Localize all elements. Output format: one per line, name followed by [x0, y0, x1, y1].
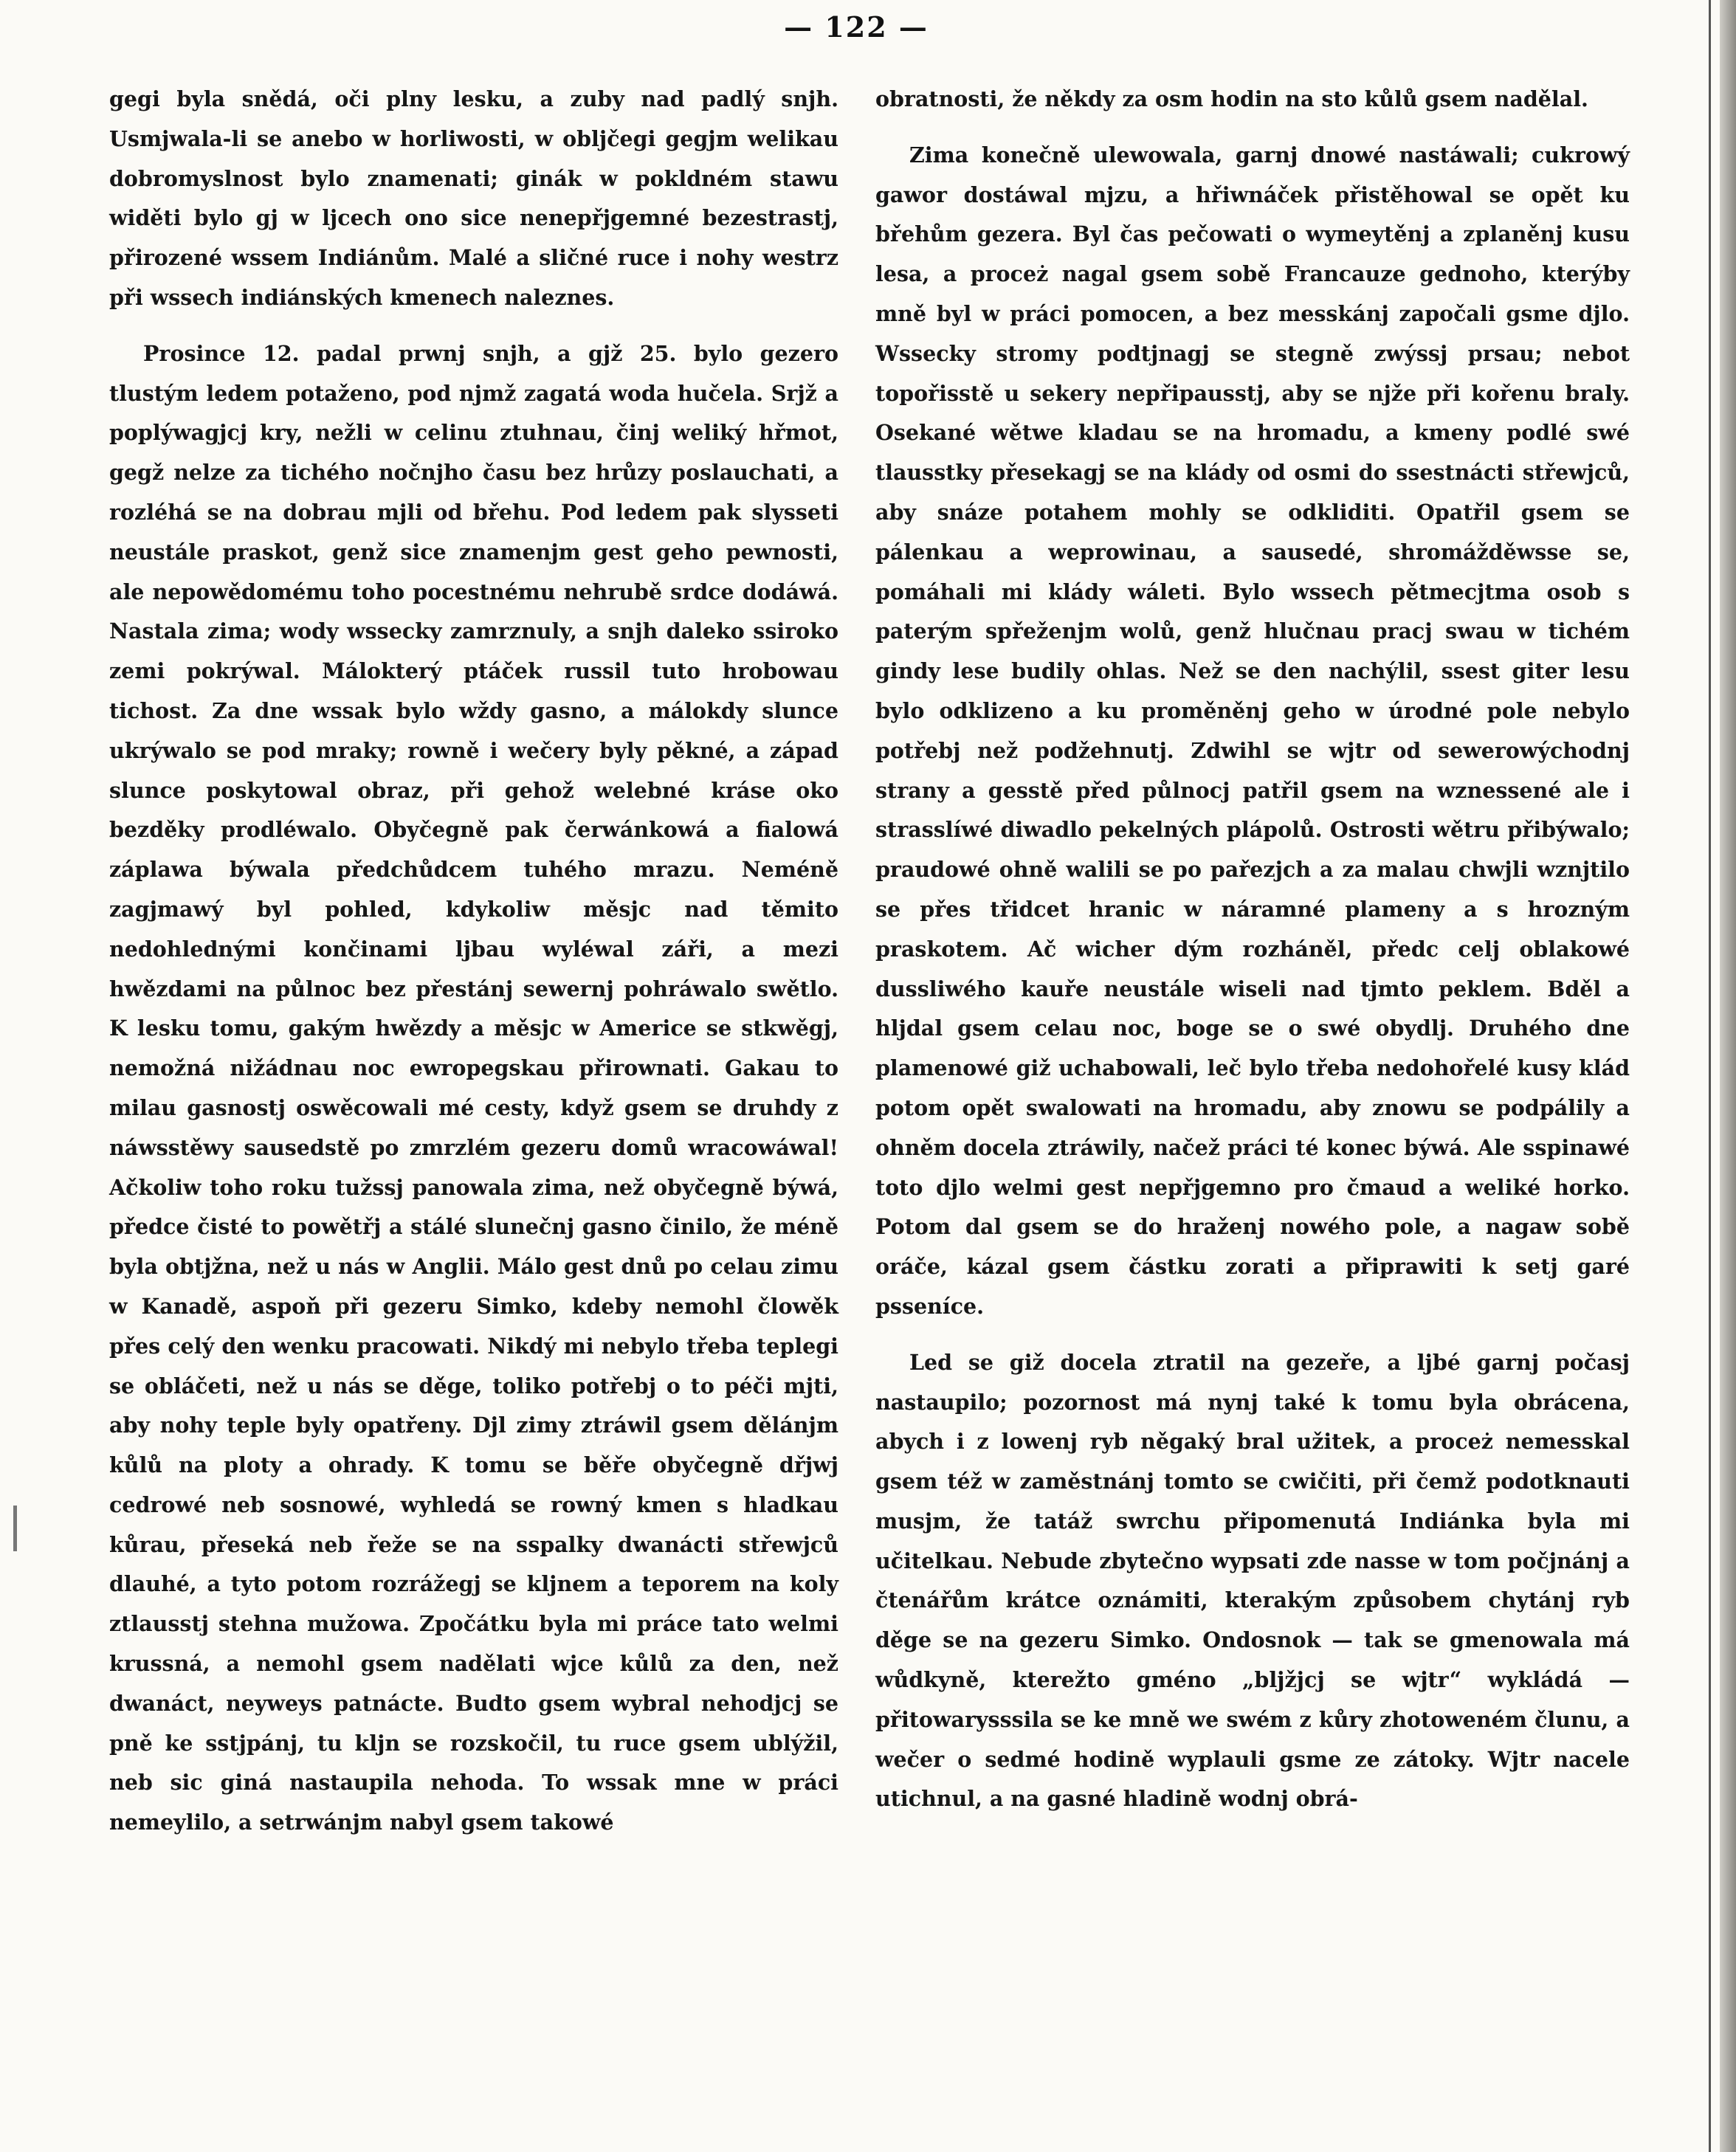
right-column	[875, 80, 1630, 1819]
page-edge-shadow	[1720, 0, 1736, 2152]
page-edge-line	[1709, 0, 1711, 2152]
paragraph: obratnosti, že někdy za osm hodin na sto kůlů gsem nadělal.	[875, 86, 1588, 111]
scan-speck	[13, 1506, 17, 1551]
paragraph: Led se giž docela ztratil na gezeře, a ljbé garnj počasj nastaupilo; pozornost má nynj také k tomu byla obrácena, abych i z lowenj ryb něgaký bral užitek, a proceż nemesskal gsem též w zaměstnánj tomto se cwičiti, při čemž podotknauti musjm, že tatáž swrchu připomenutá Indiánka byla mi učitelkau. Nebude zbytečno wypsati zde nasse w tom počjnánj a čtenářům krátce oznámiti, kterakým způsobem chytánj ryb děge se na gezeru Simko. Ondosnok — tak se gmenowala má wůdkyně, kterežto gméno „bljžjcj se wjtr“ wykládá — přitowarysssila se ke mně we swém z kůry zhotoweném člunu, a wečer o sedmé hodině wyplauli gsme ze zátoky. Wjtr nacele utichnul, a na gasné hladině wodnj obrá-	[875, 1349, 1630, 1812]
paragraph: Prosince 12. padal prwnj snjh, a gjž 25. bylo gezero tlustým ledem potaženo, pod njmž zagatá woda hučela. Srjž a poplýwagjcj kry, nežli w celinu ztuhnau, činj weliký hřmot, gegž nelze za tichého nočnjho času bez hrůzy poslauchati, a rozléhá se na dobrau mjli od břehu. Pod ledem pak slysseti neustále praskot, genž sice znamenjm gest geho pewnosti, ale nepowědomému toho pocestnému nehrubě srdce dodáwá. Nastala zima; wody wssecky zamrznuly, a snjh daleko ssiroko zemi pokrýwal. Málokterý ptáček russil tuto hrobowau tichost. Za dne wssak bylo wždy gasno, a málokdy slunce ukrýwalo se pod mraky; rowně i wečery byly pěkné, a západ slunce poskytowal obraz, při gehož welebné kráse oko bezděky prodléwalo. Obyčegně pak čerwánkowá a fialowá záplawa býwala předchůdcem tuhého mrazu. Neméně zagjmawý byl pohled, kdykoliw měsjc nad těmito nedohlednými končinami ljbau wyléwal záři, a mezi hwězdami na půlnoc bez přestánj sewernj pohráwalo swětlo. K lesku tomu, gakým hwězdy a měsjc w Americe se stkwěgj, nemožná nižádnau noc ewropegskau přirownati. Gakau to milau gasnostj oswěcowali mé cesty, když gsem se druhdy z náwsstěwy sausedstě po zmrzlém gezeru domů wracowáwal! Ačkoliw toho roku tužssj panowala zima, než obyčegně býwá, předce čisté to powětřj a stálé slunečnj gasno činilo, že méně byla obtjžna, než u nás w Anglii. Málo gest dnů po celau zimu w Kanadě, aspoň při gezeru Simko, kdeby nemohl člowěk přes celý den wenku pracowati. Nikdý mi nebylo třeba teplegi se obláčeti, než u nás se děge, toliko potřebj o to péči mjti, aby nohy teple byly opatřeny. Djl zimy ztráwil gsem dělánjm kůlů na ploty a ohrady. K tomu se běře obyčegně dřjwj cedrowé neb sosnowé, wyhledá se rowný kmen s hladkau kůrau, přeseká neb řeže se na sspalky dwanácti střewjců dlauhé, a tyto potom rozrážegj se kljnem a teporem na koly ztlausstj stehna mužowa. Zpočátku byla mi práce tato welmi krussná, a nemohl gsem nadělati wjce kůlů za den, než dwanáct, neyweys patnácte. Budto gsem wybral nehodjcj se pně ke sstjpánj, tu kljn se rozskočil, tu ruce gsem ublýžil, neb sic giná nastaupila nehoda. To wssak mne w práci nemeylilo, a setrwánjm nabyl gsem takowé	[109, 340, 838, 1835]
paragraph: Zima konečně ulewowala, garnj dnowé nastáwali; cukrowý gawor dostáwal mjzu, a hřiwnáček přistěhowal se opět ku břehům gezera. Byl čas pečowati o wymeytěnj a zplaněnj kusu lesa, a proceż nagal gsem sobě Francauze gednoho, kterýby mně byl w práci pomocen, a bez messkánj započali gsme djlo. Wssecky stromy podtjnagj se stegně zwýssj prsau; nebot topořisstě u sekery nepřipausstj, aby se njže při kořenu braly. Osekané wětwe kladau se na hromadu, a kmeny podlé swé tlausstky přesekagj se na klády od osmi do ssestnácti střewjců, aby snáze potahem mohly se odkliditi. Opatřil gsem se pálenkau a weprowinau, a sausedé, shromážděwsse se, pomáhali mi klády wáleti. Bylo wssech pětmecjtma osob s paterým spřeženjm wolů, genž hlučnau pracj swau w tichém gindy lese budily ohlas. Než se den nachýlil, ssest giter lesu bylo odklizeno a ku proměněnj geho w úrodné pole nebylo potřebj než podžehnutj. Zdwihl se wjtr od sewerowýchodnj strany a gesstě před půlnocj patřil gsem na wznessené ale i strasslíwé diwadlo pekelných plápolů. Ostrosti wětru přibýwalo; praudowé ohně walili se po pařezjch a za malau chwjli wznjtilo se přes třidcet hranic w náramné plameny a s hrozným praskotem. Ač wicher dým rozháněl, předc celj oblakowé dussliwého kauře neustále wiseli nad tjmto peklem. Bděl a hljdal gsem celau noc, boge se o swé obydlj. Druhého dne plamenowé giž uchabowali, leč bylo třeba nedohořelé kusy klád potom opět swalowati na hromadu, aby znowu se podpálily a ohněm docela ztráwily, načež práci té konec býwá. Ale sspinawé toto djlo welmi gest nepřjgemno pro čmaud a weliké horko. Potom dal gsem se do hraženj nowého pole, a nagaw sobě oráče, kázal gsem částku zorati a připrawiti k setj garé psseníce.	[875, 142, 1630, 1319]
page-number: — 122 —	[784, 10, 929, 44]
left-column	[109, 80, 838, 1843]
paragraph: gegi byla snědá, oči plny lesku, a zuby nad padlý snjh. Usmjwala-li se anebo w horliwosti, w obljčegi gegjm welikau dobromyslnost bylo znamenati; ginák w pokldném stawu widěti bylo gj w ljcech ono sice nenepřjgemné bezestrastj, přirozené wssem Indiánům. Malé a sličné ruce i nohy westrz při wssech indiánských kmenech naleznes.	[109, 86, 838, 310]
